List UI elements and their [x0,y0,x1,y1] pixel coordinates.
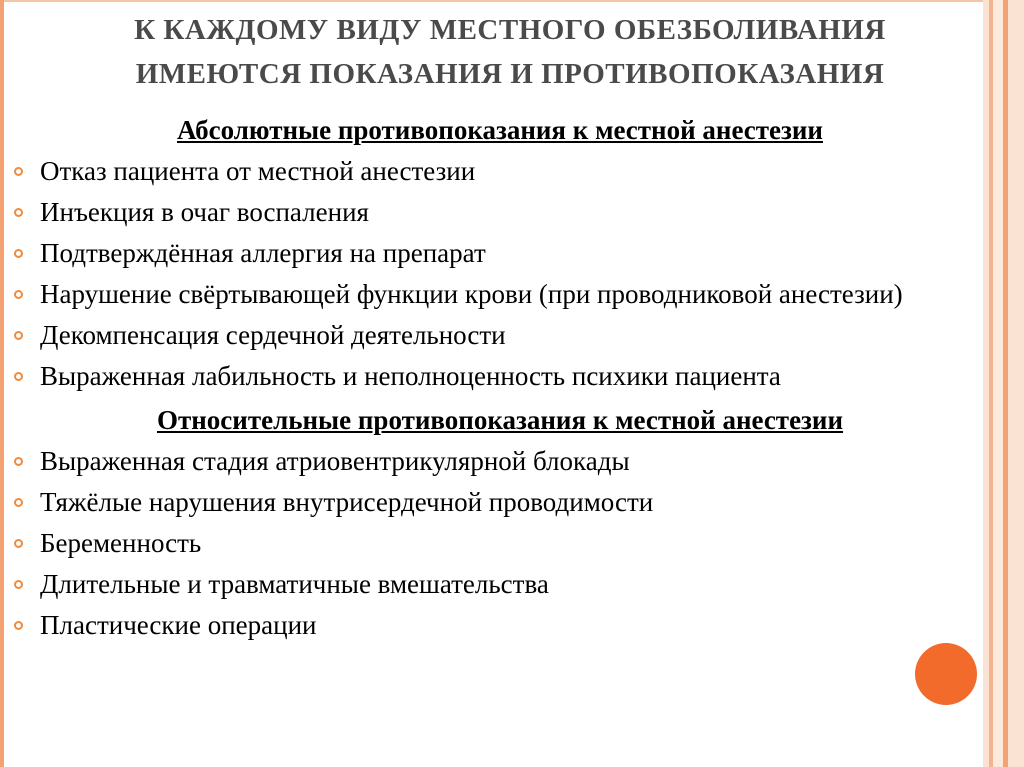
list-item-text: Подтверждённая аллергия на препарат [40,238,486,268]
list-item [0,528,980,558]
relative-contraindications-heading: Относительные противопоказания к местной анестезии [156,405,844,435]
slide-title [60,8,960,96]
list-item-text: Инъекция в очаг воспаления [40,197,369,227]
circle-bullet-icon [14,372,23,381]
circle-bullet-icon [14,457,23,466]
circle-bullet-icon [14,331,23,340]
list-item [0,320,980,350]
list-item-text: Выраженная стадия атриовентрикулярной блокады [40,446,630,476]
list-item [0,238,980,268]
list-item-text: Выраженная лабильность и неполноценность психики пациента [40,361,781,391]
list-item [0,610,980,640]
slide-content [0,112,980,651]
list-item [0,446,980,476]
top-border-line [0,0,1024,2]
list-item-text: Беременность [40,528,202,558]
list-item [0,361,980,391]
list-item [0,197,980,227]
relative-contraindications-list [0,446,980,640]
list-item-text: Тяжёлые нарушения внутрисердечной проводимости [40,487,654,517]
circle-bullet-icon [14,580,23,589]
right-stripe [993,0,1003,767]
decorative-orange-circle [915,643,977,705]
list-item [0,279,980,309]
circle-bullet-icon [14,249,23,258]
absolute-contraindications-list [0,156,980,391]
circle-bullet-icon [14,621,23,630]
list-item-text: Декомпенсация сердечной деятельности [40,320,506,350]
list-item-text: Нарушение свёртывающей функции крови (при проводниковой анестезии) [40,279,903,309]
absolute-contraindications-heading: Абсолютные противопоказания к местной анестезии [177,115,823,145]
right-stripe [1008,0,1024,767]
circle-bullet-icon [14,290,23,299]
list-item-text: Пластические операции [40,610,317,640]
circle-bullet-icon [14,167,23,176]
circle-bullet-icon [14,208,23,217]
list-item [0,569,980,599]
title-line-1: К КАЖДОМУ ВИДУ МЕСТНОГО ОБЕЗБОЛИВАНИЯ [134,14,886,46]
circle-bullet-icon [14,539,23,548]
title-line-2: ИМЕЮТСЯ ПОКАЗАНИЯ И ПРОТИВОПОКАЗАНИЯ [135,58,885,90]
circle-bullet-icon [14,498,23,507]
list-item [0,156,980,186]
list-item [0,487,980,517]
list-item-text: Длительные и травматичные вмешательства [40,569,549,599]
list-item-text: Отказ пациента от местной анестезии [40,156,476,186]
